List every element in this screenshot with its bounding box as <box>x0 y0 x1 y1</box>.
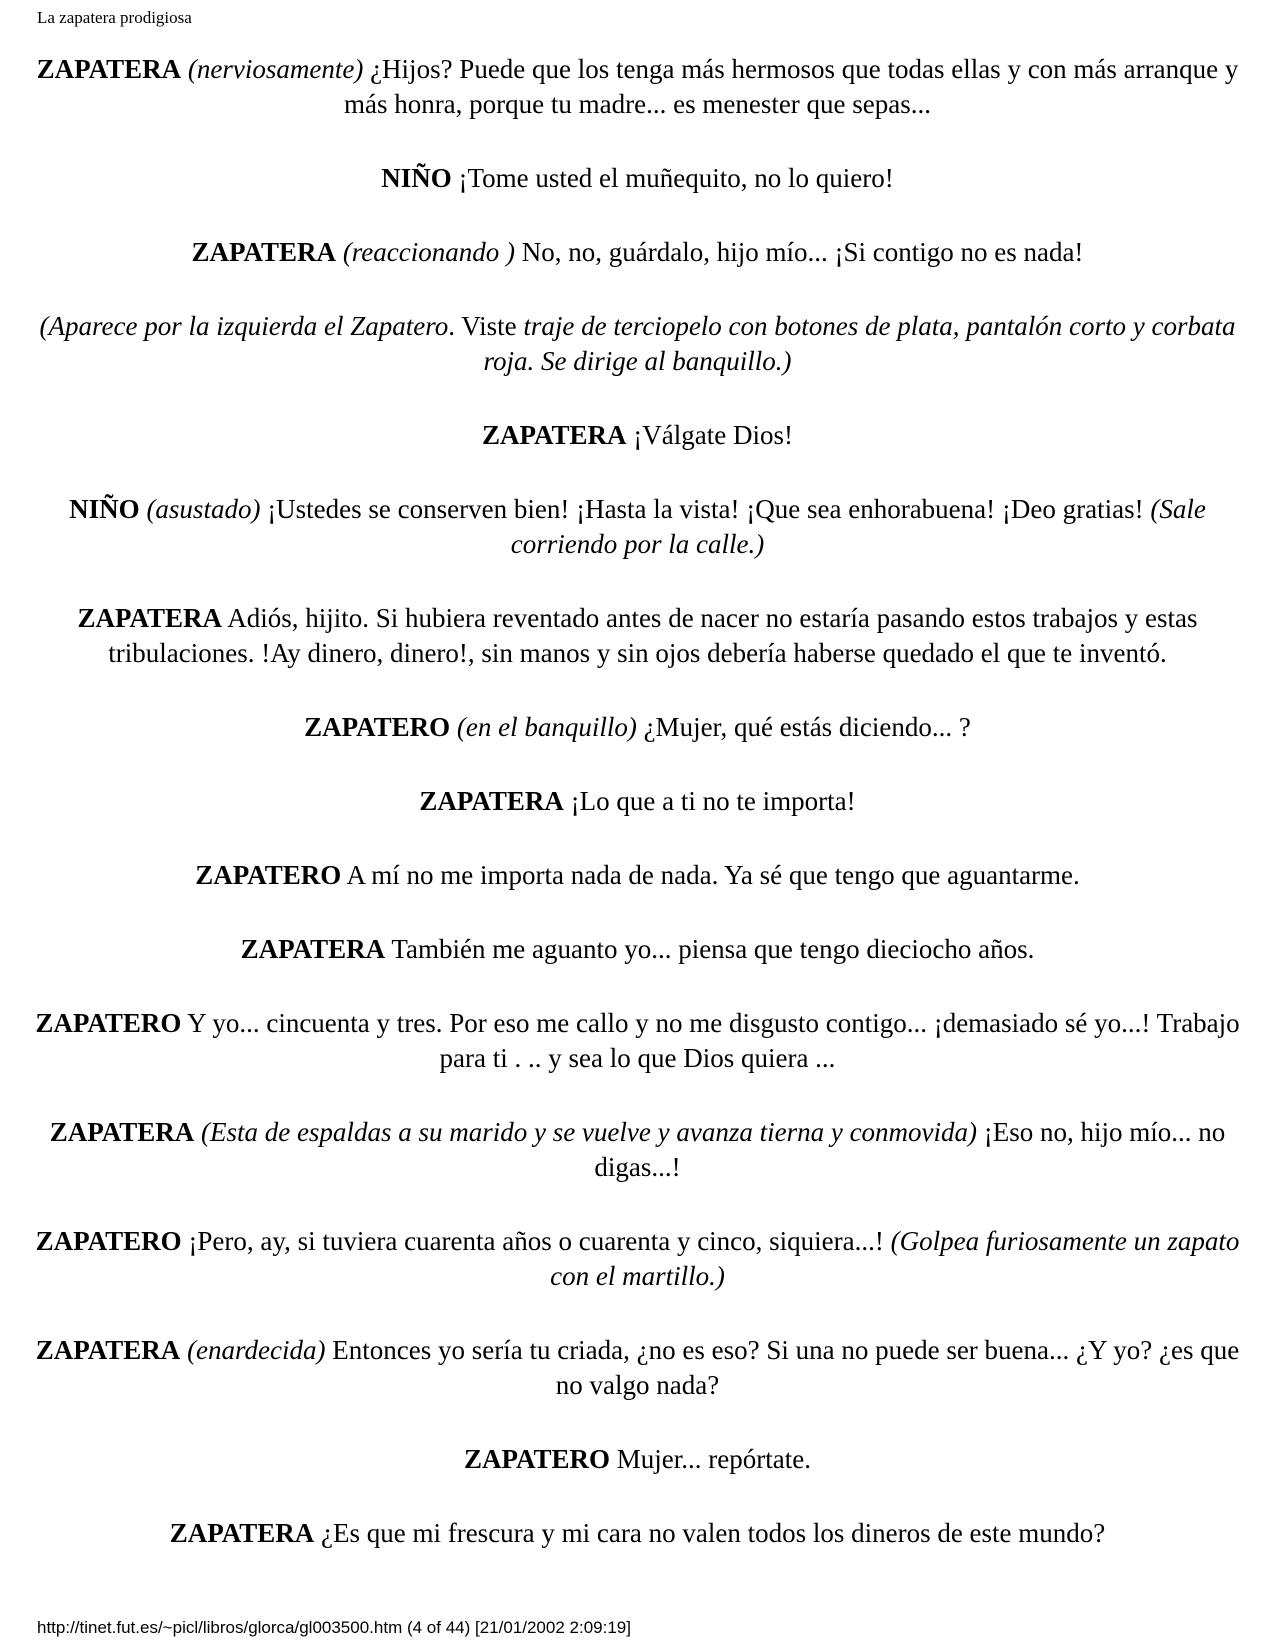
speaker-name: ZAPATERO <box>195 860 342 890</box>
page-footer-url: http://tinet.fut.es/~picl/libros/glorca/gl003500.htm (4 of 44) [21/01/2002 2:09:19] <box>37 1618 631 1637</box>
dialogue-line <box>20 492 1255 562</box>
speaker-name: NIÑO <box>381 163 452 193</box>
stage-direction-text: traje de terciopelo con botones de plata, pantalón corto y corbata roja. Se dirige al banquillo.) <box>483 311 1236 376</box>
dialogue-text: Y yo... cincuenta y tres. Por eso me callo y no me disgusto contigo... ¡demasiado sé yo...! Trabajo para ti . .. y sea lo que Dios quiera ... <box>181 1008 1240 1073</box>
speaker-name: ZAPATERA <box>36 54 182 84</box>
dialogue-line <box>20 932 1255 967</box>
dialogue-line <box>20 1224 1255 1294</box>
speaker-name: NIÑO <box>69 494 140 524</box>
dialogue-line <box>20 710 1255 745</box>
dialogue-text <box>181 54 188 84</box>
speaker-name: ZAPATERO <box>35 1008 182 1038</box>
dialogue-text: A mí no me importa nada de nada. Ya sé que tengo que aguantarme. <box>341 860 1080 890</box>
dialogue-line <box>20 1516 1255 1551</box>
speaker-name: ZAPATERO <box>304 712 451 742</box>
stage-direction-text: (enardecida) <box>187 1335 326 1365</box>
dialogue-text: ¡Válgate Dios! <box>626 420 793 450</box>
dialogue-text: . Viste <box>448 311 524 341</box>
page-header-title: La zapatera prodigiosa <box>37 8 192 27</box>
speaker-name: ZAPATERA <box>419 786 564 816</box>
dialogue-text <box>194 1117 201 1147</box>
dialogue-text: Entonces yo sería tu criada, ¿no es eso? Si una no puede ser buena... ¿Y yo? ¿es que no valgo nada? <box>325 1335 1240 1400</box>
speaker-name: ZAPATERO <box>464 1444 611 1474</box>
stage-direction-text: (asustado) <box>146 494 261 524</box>
stage-direction <box>20 309 1255 379</box>
dialogue-text: Mujer... repórtate. <box>610 1444 811 1474</box>
dialogue-text: ¡Pero, ay, si tuviera cuarenta años o cuarenta y cinco, siquiera...! <box>181 1226 891 1256</box>
stage-direction-text: (Aparece por la izquierda el Zapatero <box>39 311 449 341</box>
dialogue-line <box>20 858 1255 893</box>
dialogue-text <box>336 237 343 267</box>
dialogue-text: ¡Eso no, hijo mío... no digas...! <box>594 1117 1226 1182</box>
dialogue-line <box>20 52 1255 122</box>
speaker-name: ZAPATERA <box>482 420 627 450</box>
speaker-name: ZAPATERA <box>191 237 337 267</box>
dialogue-line <box>20 1333 1255 1403</box>
dialogue-text: ¿Mujer, qué estás diciendo... ? <box>636 712 971 742</box>
speaker-name: ZAPATERA <box>240 934 386 964</box>
dialogue-line <box>20 235 1255 270</box>
dialogue-line <box>20 418 1255 453</box>
dialogue-text: También me aguanto yo... piensa que tengo dieciocho años. <box>385 934 1035 964</box>
speaker-name: ZAPATERA <box>77 603 223 633</box>
dialogue-text: ¡Ustedes se conserven bien! ¡Hasta la vista! ¡Que sea enhorabuena! ¡Deo gratias! <box>260 494 1151 524</box>
stage-direction-text: (Esta de espaldas a su marido y se vuelve y avanza tierna y conmovida) <box>200 1117 978 1147</box>
play-text <box>20 52 1255 1590</box>
dialogue-text: Adiós, hijito. Si hubiera reventado antes de nacer no estaría pasando estos trabajos y estas tribulaciones. !Ay dinero, dinero!, sin manos y sin ojos debería haberse quedado el que te inventó. <box>108 603 1198 668</box>
dialogue-line <box>20 784 1255 819</box>
dialogue-text: ¿Es que mi frescura y mi cara no valen todos los dineros de este mundo? <box>314 1518 1106 1548</box>
speaker-name: ZAPATERO <box>35 1226 182 1256</box>
dialogue-text: ¡Lo que a ti no te importa! <box>563 786 856 816</box>
dialogue-text <box>450 712 457 742</box>
dialogue-line <box>20 1115 1255 1185</box>
speaker-name: ZAPATERA <box>49 1117 195 1147</box>
speaker-name: ZAPATERA <box>169 1518 315 1548</box>
dialogue-line <box>20 1006 1255 1076</box>
dialogue-text: No, no, guárdalo, hijo mío... ¡Si contigo no es nada! <box>515 237 1084 267</box>
dialogue-text: ¿Hijos? Puede que los tenga más hermosos que todas ellas y con más arranque y más honra, porque tu madre... es menester que sepas... <box>343 54 1239 119</box>
stage-direction-text: (reaccionando ) <box>342 237 516 267</box>
stage-direction-text: (nerviosamente) <box>187 54 364 84</box>
speaker-name: ZAPATERA <box>35 1335 181 1365</box>
dialogue-line <box>20 601 1255 671</box>
stage-direction-text: (Sale corriendo por la calle.) <box>510 494 1206 559</box>
stage-direction-text: (Golpea furiosamente un zapato con el martillo.) <box>550 1226 1240 1291</box>
dialogue-line <box>20 1442 1255 1477</box>
stage-direction-text: (en el banquillo) <box>456 712 637 742</box>
dialogue-text: ¡Tome usted el muñequito, no lo quiero! <box>451 163 894 193</box>
dialogue-line <box>20 161 1255 196</box>
